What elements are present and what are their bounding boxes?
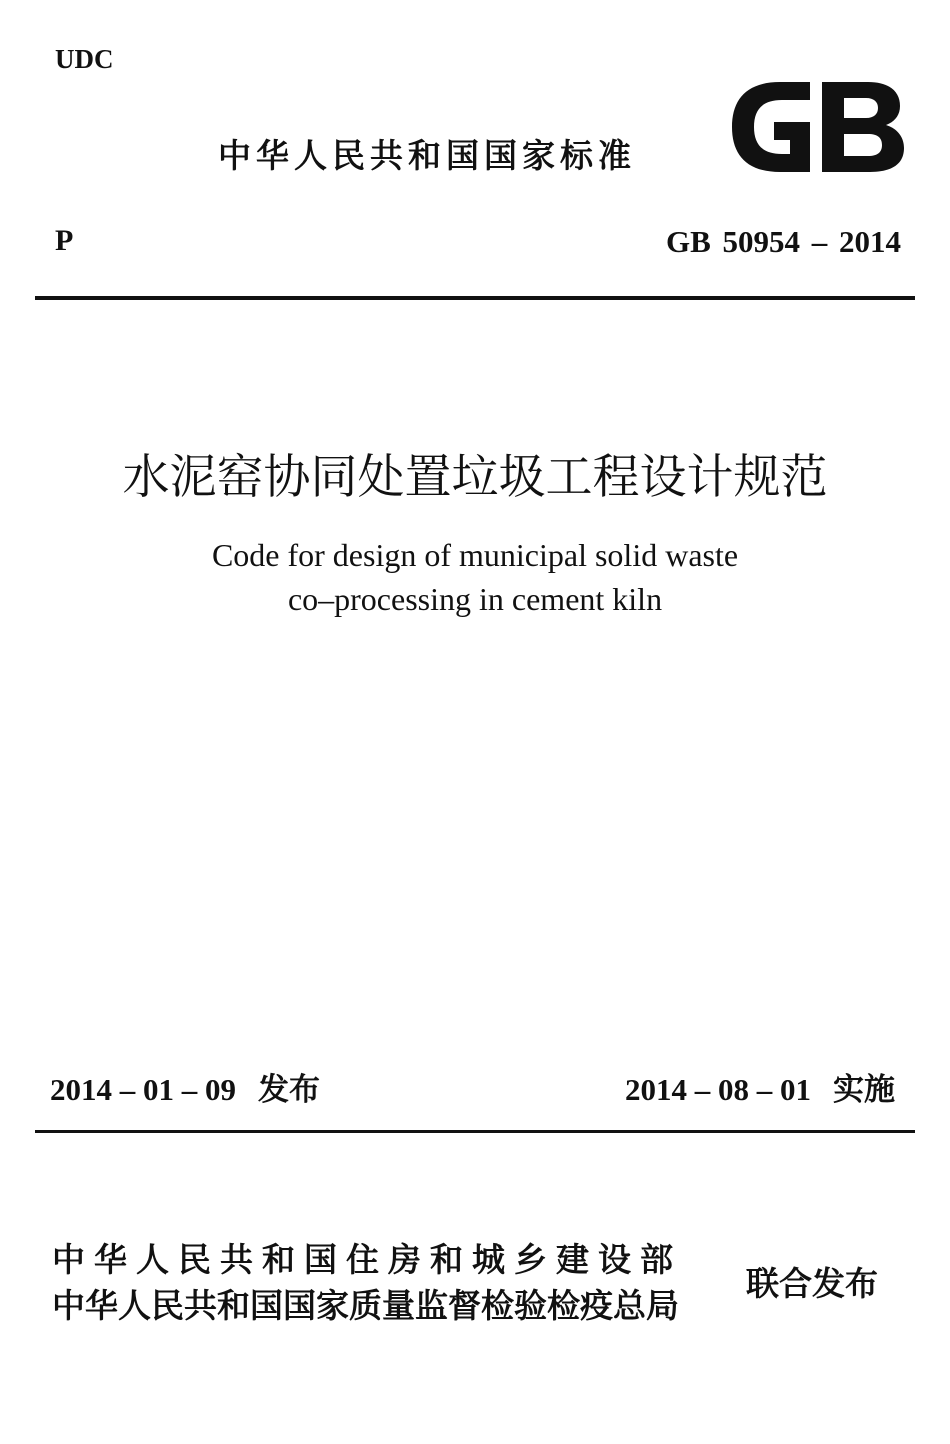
effective-date: 2014 – 08 – 01 (625, 1072, 811, 1107)
category-label: P (55, 224, 74, 257)
issue-date-block (50, 1064, 320, 1109)
bottom-divider (35, 1130, 915, 1133)
national-standard-heading: 中华人民共和国国家标准 (218, 136, 636, 175)
issuer-quality-supervision: 中华人民共和国国家质量监督检验检疫总局 (52, 1286, 679, 1325)
issue-label: 发布 (258, 1072, 320, 1108)
title-chinese: 水泥窑协同处置垃圾工程设计规范 (122, 452, 828, 504)
gb-logo (728, 78, 906, 176)
joint-release-label: 联合发布 (746, 1264, 878, 1303)
udc-label: UDC (55, 44, 114, 74)
issue-date: 2014 – 01 – 09 (50, 1072, 236, 1107)
top-divider (35, 296, 915, 300)
title-english-line-2: co–processing in cement kiln (287, 581, 663, 617)
title-english-line-1: Code for design of municipal solid waste (211, 537, 739, 573)
standard-number: GB 50954 – 2014 (665, 224, 901, 259)
issuer-ministry-housing: 中华人民共和国住房和城乡建设部 (52, 1240, 682, 1279)
effective-date-block (625, 1064, 895, 1109)
title-english (0, 533, 950, 621)
effective-label: 实施 (833, 1072, 895, 1108)
